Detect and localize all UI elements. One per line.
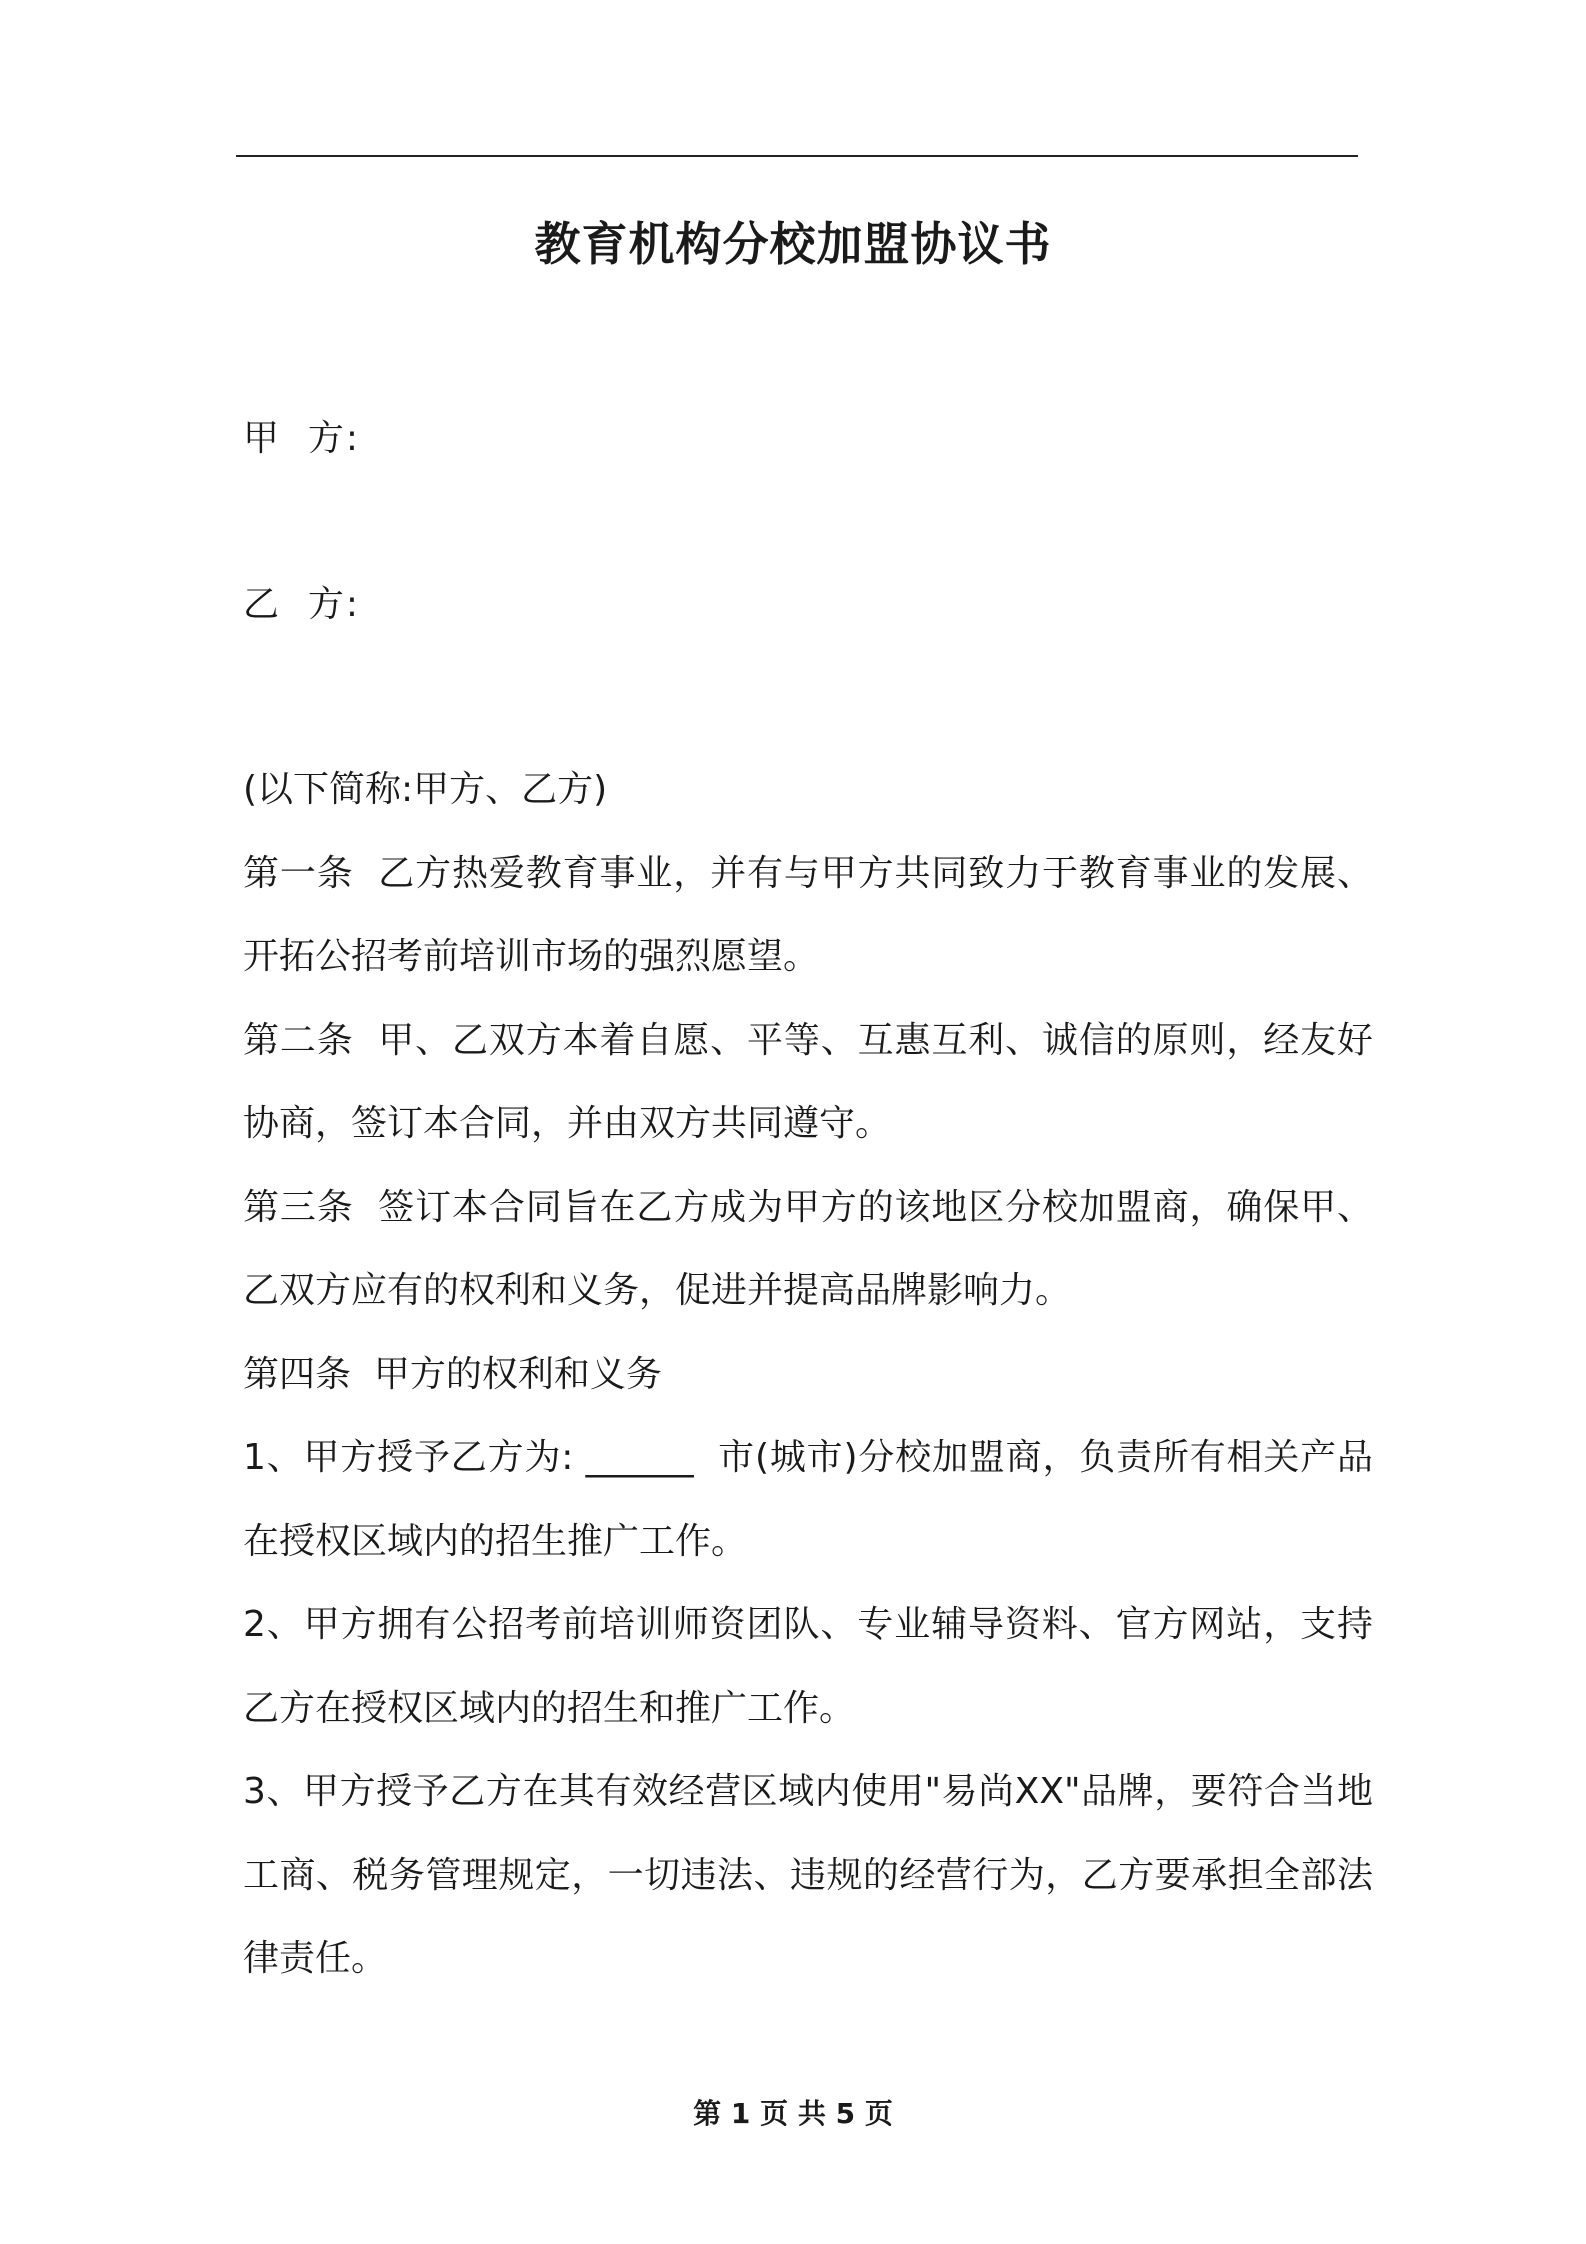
document-title: 教育机构分校加盟协议书 (534, 217, 1052, 271)
paragraph-article-4-heading: 第四条 甲方的权利和义务 (243, 1353, 662, 1395)
document-body (243, 748, 1373, 2001)
header-rule (236, 155, 1358, 157)
paragraph-article-3: 第三条 签订本合同旨在乙方成为甲方的该地区分校加盟商，确保甲、乙双方应有的权利和义务，促进并提高品牌影响力。 (243, 1186, 1373, 1311)
paragraph-abbreviation: (以下简称:甲方、乙方) (243, 769, 608, 810)
paragraph-clause-2: 2、甲方拥有公招考前培训师资团队、专业辅导资料、官方网站，支持乙方在授权区域内的招生和推广工作。 (243, 1604, 1373, 1729)
paragraph-article-2: 第二条 甲、乙双方本着自愿、平等、互惠互利、诚信的原则，经友好协商，签订本合同，并由双方共同遵守。 (243, 1019, 1373, 1144)
paragraph-article-1: 第一条 乙方热爱教育事业，并有与甲方共同致力于教育事业的发展、开拓公招考前培训市场的强烈愿望。 (243, 852, 1373, 977)
party-a-label: 甲 方: (243, 418, 361, 459)
paragraph-clause-1: 1、甲方授予乙方为: ______ 市(城市)分校加盟商，负责所有相关产品在授权区域内的招生推广工作。 (243, 1437, 1373, 1562)
party-b-label: 乙 方: (243, 584, 361, 625)
paragraph-clause-3: 3、甲方授予乙方在其有效经营区域内使用"易尚XX"品牌，要符合当地工商、税务管理规定，一切违法、违规的经营行为，乙方要承担全部法律责任。 (243, 1771, 1373, 1979)
page-footer: 第 1 页 共 5 页 (693, 2097, 893, 2130)
